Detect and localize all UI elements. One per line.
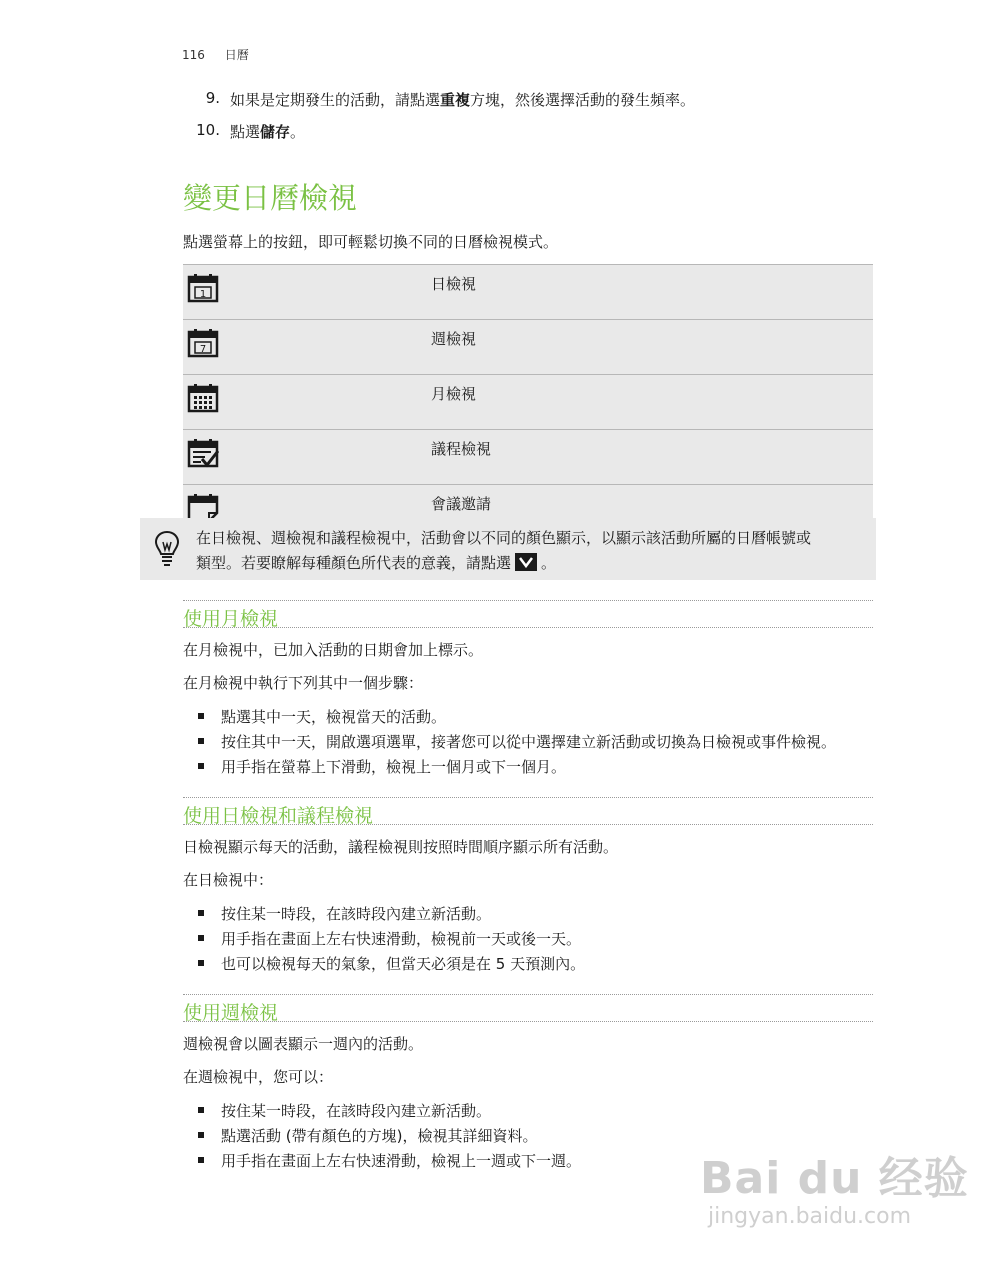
view-label: 會議邀請 <box>431 485 873 540</box>
section-title: 使用週檢視 <box>183 1002 279 1024</box>
chapter-title: 日曆 <box>224 48 249 62</box>
list-item: 也可以檢視每天的氣象，但當天必須是在 5 天預測內。 <box>183 953 585 978</box>
section-title: 使用日檢視和議程檢視 <box>183 805 374 827</box>
view-label: 議程檢視 <box>431 430 873 485</box>
lightbulb-icon <box>154 530 180 568</box>
tip-line <box>196 551 866 576</box>
table-row <box>183 265 873 320</box>
tip-text <box>196 526 866 576</box>
views-table <box>183 264 873 540</box>
list-item: 用手指在螢幕上下滑動，檢視上一個月或下一個月。 <box>183 756 836 781</box>
step-item <box>196 121 306 142</box>
watermark-url: jingyan.baidu.com <box>708 1204 912 1229</box>
section-heading <box>183 994 873 1022</box>
section-heading <box>183 600 873 628</box>
list-item: 按住其中一天，開啟選項選單，接著您可以從中選擇建立新活動或切換為日檢視或事件檢視。 <box>183 731 836 756</box>
view-label: 月檢視 <box>431 375 873 430</box>
running-header <box>182 46 249 63</box>
page-number: 116 <box>182 48 205 62</box>
paragraph: 在月檢視中執行下列其中一個步驟： <box>183 674 424 692</box>
bullet-list <box>183 706 836 781</box>
list-item: 按住某一時段，在該時段內建立新活動。 <box>183 1100 581 1125</box>
watermark <box>700 1142 969 1229</box>
step-text-end: 方塊，然後選擇活動的發生頻率。 <box>470 91 696 109</box>
paragraph: 在月檢視中，已加入活動的日期會加上標示。 <box>183 641 484 659</box>
paragraph: 在週檢視中，您可以： <box>183 1068 334 1086</box>
paragraph: 日檢視顯示每天的活動，議程檢視則按照時間順序顯示所有活動。 <box>183 838 619 856</box>
calendar-month-icon <box>187 383 219 413</box>
view-label: 日檢視 <box>431 265 873 320</box>
svg-text:1: 1 <box>199 289 207 300</box>
view-label: 週檢視 <box>431 320 873 375</box>
step-bold: 儲存 <box>260 123 291 141</box>
table-row <box>183 320 873 375</box>
bullet-list <box>183 903 585 978</box>
table-row <box>183 375 873 430</box>
step-text: 點選 <box>230 123 261 141</box>
tip-box <box>140 518 876 580</box>
section-title: 使用月檢視 <box>183 608 279 630</box>
calendar-day-icon <box>187 273 219 303</box>
page-title: 變更日曆檢視 <box>183 181 358 215</box>
calendar-agenda-icon <box>187 438 219 468</box>
watermark-brand: Bai du 经验 <box>700 1153 969 1204</box>
list-item: 點選其中一天，檢視當天的活動。 <box>183 706 836 731</box>
intro-paragraph: 點選螢幕上的按鈕，即可輕鬆切換不同的日曆檢視模式。 <box>183 233 559 251</box>
table-row <box>183 430 873 485</box>
list-item: 用手指在畫面上左右快速滑動，檢視前一天或後一天。 <box>183 928 585 953</box>
svg-text:7: 7 <box>199 344 207 355</box>
tip-line-end: 。 <box>541 554 557 572</box>
list-item: 用手指在畫面上左右快速滑動，檢視上一週或下一週。 <box>183 1150 581 1175</box>
paragraph: 週檢視會以圖表顯示一週內的活動。 <box>183 1035 424 1053</box>
chevron-down-icon <box>515 553 537 571</box>
step-text: 如果是定期發生的活動，請點選 <box>230 91 441 109</box>
calendar-week-icon <box>187 328 219 358</box>
tip-line-start: 類型。若要瞭解每種顏色所代表的意義，請點選 <box>196 554 512 572</box>
bullet-list <box>183 1100 581 1175</box>
step-text-end: 。 <box>290 123 306 141</box>
list-item: 點選活動 (帶有顏色的方塊)，檢視其詳細資料。 <box>183 1125 581 1150</box>
paragraph: 在日檢視中： <box>183 871 274 889</box>
step-number: 10. <box>196 121 220 139</box>
step-bold: 重複 <box>440 91 471 109</box>
list-item: 按住某一時段，在該時段內建立新活動。 <box>183 903 585 928</box>
step-item <box>205 89 696 110</box>
step-number: 9. <box>205 89 220 107</box>
section-heading <box>183 797 873 825</box>
tip-line: 在日檢視、週檢視和議程檢視中，活動會以不同的顏色顯示，以顯示該活動所屬的日曆帳號或 <box>196 529 812 547</box>
